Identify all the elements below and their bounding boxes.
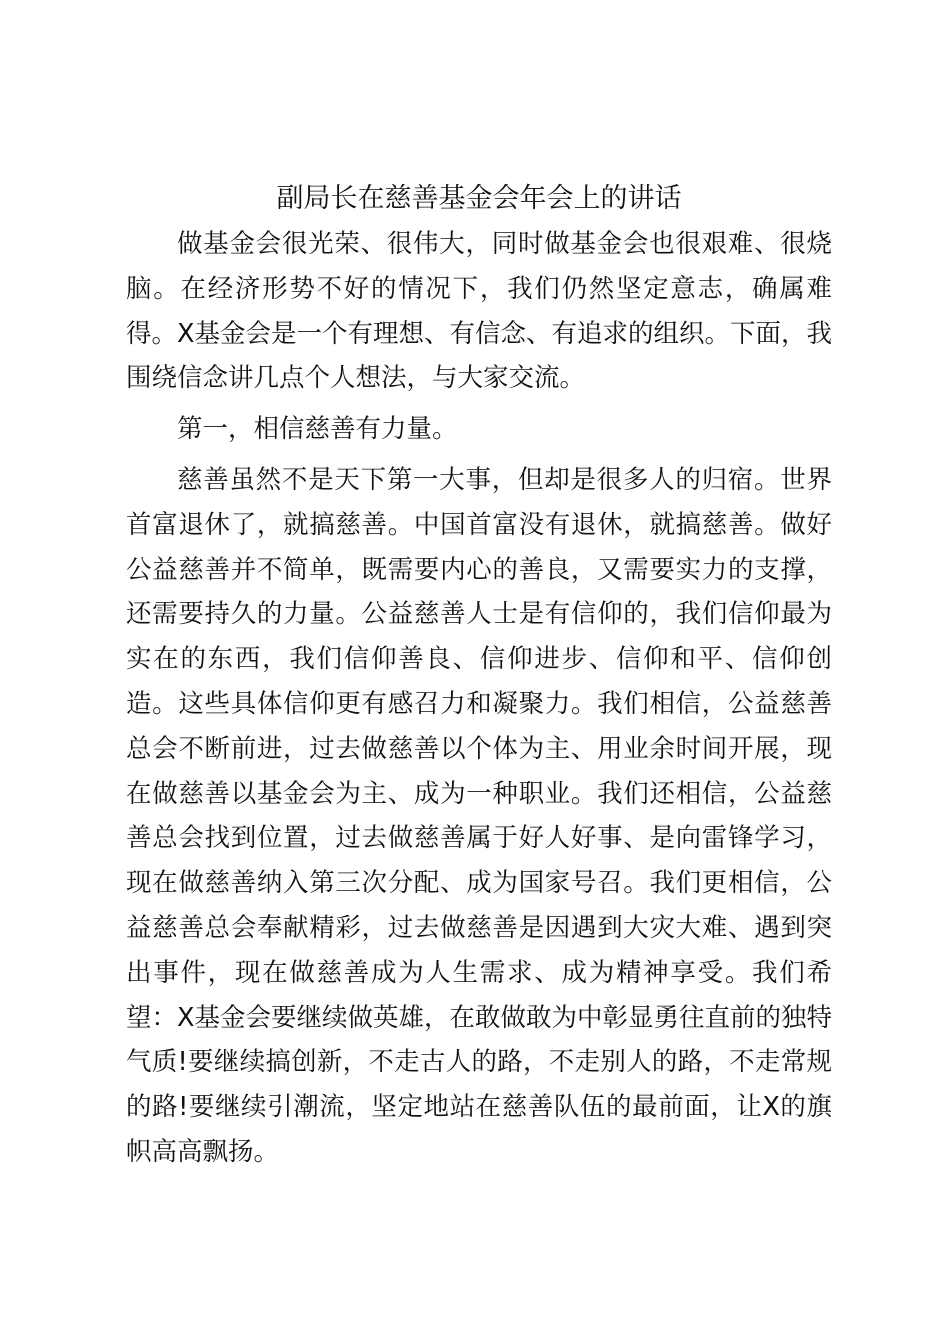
paragraph-body: 慈善虽然不是天下第一大事，但却是很多人的归宿。世界首富退休了，就搞慈善。中国首富没有退休，就搞慈善。做好公益慈善并不简单，既需要内心的善良，又需要实力的支撑，还需要持久的力量。公益慈善人士是有信仰的，我们信仰最为实在的东西，我们信仰善良、信仰进步、信仰和平、信仰创造。这些具体信仰更有感召力和凝聚力。我们相信，公益慈善总会不断前进，过去做慈善以个体为主、用业余时间开展，现在做慈善以基金会为主、成为一种职业。我们还相信，公益慈善总会找到位置，过去做慈善属于好人好事、是向雷锋学习，现在做慈善纳入第三次分配、成为国家号召。我们更相信，公益慈善总会奉献精彩，过去做慈善是因遇到大灾大难、遇到突出事件，现在做慈善成为人生需求、成为精神享受。我们希望：X基金会要继续做英雄，在敢做敢为中彰显勇往直前的独特气质!要继续搞创新，不走古人的路，不走别人的路，不走常规的路!要继续引潮流，坚定地站在慈善队伍的最前面，让X的旗帜高高飘扬。 [126,464,832,1167]
document-body [126,176,832,1175]
paragraph-heading-first: 第一，相信慈善有力量。 [177,414,458,445]
document-title: 副局长在慈善基金会年会上的讲话 [276,183,682,214]
paragraph-intro: 做基金会很光荣、很伟大，同时做基金会也很艰难、很烧脑。在经济形势不好的情况下，我们仍然坚定意志，确属难得。X基金会是一个有理想、有信念、有追求的组织。下面，我围绕信念讲几点个人想法，与大家交流。 [126,229,832,394]
